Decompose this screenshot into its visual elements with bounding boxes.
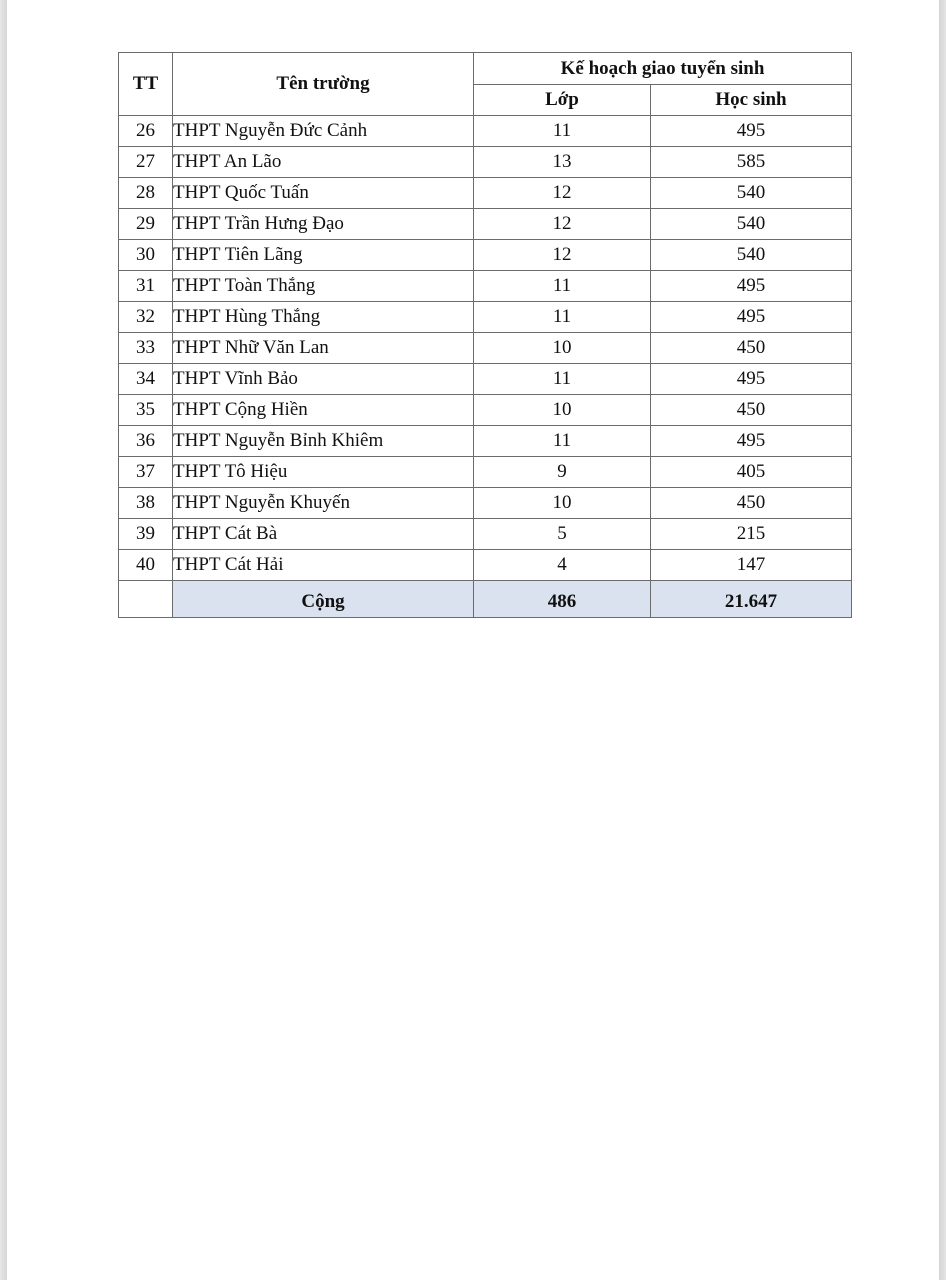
row-tt: 34 [119, 364, 173, 395]
total-row [119, 581, 852, 618]
header-row [119, 53, 852, 85]
row-tt: 28 [119, 178, 173, 209]
row-students: 147 [651, 550, 852, 581]
row-tt: 26 [119, 116, 173, 147]
table-row [119, 271, 852, 302]
row-students: 495 [651, 426, 852, 457]
row-school: THPT Cát Hải [173, 550, 474, 581]
row-classes: 12 [474, 240, 651, 271]
page-edge-left [0, 0, 7, 1280]
row-school: THPT An Lão [173, 147, 474, 178]
total-students: 21.647 [651, 581, 852, 618]
table-row [119, 457, 852, 488]
header-plan-group: Kế hoạch giao tuyển sinh [474, 53, 852, 85]
row-school: THPT Nguyễn Khuyến [173, 488, 474, 519]
row-tt: 29 [119, 209, 173, 240]
table-row [119, 426, 852, 457]
header-students: Học sinh [651, 85, 852, 116]
row-tt: 27 [119, 147, 173, 178]
row-students: 540 [651, 240, 852, 271]
row-tt: 35 [119, 395, 173, 426]
total-classes: 486 [474, 581, 651, 618]
row-tt: 32 [119, 302, 173, 333]
total-tt-blank [119, 581, 173, 618]
row-classes: 11 [474, 302, 651, 333]
page-edge-right [939, 0, 946, 1280]
row-school: THPT Nhữ Văn Lan [173, 333, 474, 364]
row-school: THPT Nguyễn Bỉnh Khiêm [173, 426, 474, 457]
row-students: 540 [651, 209, 852, 240]
row-classes: 11 [474, 426, 651, 457]
row-tt: 36 [119, 426, 173, 457]
row-students: 495 [651, 271, 852, 302]
row-classes: 11 [474, 116, 651, 147]
row-tt: 31 [119, 271, 173, 302]
row-school: THPT Trần Hưng Đạo [173, 209, 474, 240]
row-students: 585 [651, 147, 852, 178]
row-tt: 38 [119, 488, 173, 519]
row-school: THPT Hùng Thắng [173, 302, 474, 333]
row-tt: 33 [119, 333, 173, 364]
row-students: 450 [651, 333, 852, 364]
row-classes: 10 [474, 395, 651, 426]
row-school: THPT Tiên Lãng [173, 240, 474, 271]
row-tt: 39 [119, 519, 173, 550]
row-classes: 11 [474, 271, 651, 302]
row-classes: 4 [474, 550, 651, 581]
row-students: 450 [651, 488, 852, 519]
row-students: 495 [651, 116, 852, 147]
table-row [119, 488, 852, 519]
row-students: 495 [651, 364, 852, 395]
row-school: THPT Quốc Tuấn [173, 178, 474, 209]
row-classes: 13 [474, 147, 651, 178]
row-students: 495 [651, 302, 852, 333]
table-row [119, 550, 852, 581]
table-row [119, 302, 852, 333]
row-students: 215 [651, 519, 852, 550]
row-school: THPT Nguyễn Đức Cảnh [173, 116, 474, 147]
row-classes: 10 [474, 488, 651, 519]
enrollment-plan-table [118, 52, 852, 618]
row-tt: 40 [119, 550, 173, 581]
table-row [119, 147, 852, 178]
table-row [119, 209, 852, 240]
table-row [119, 116, 852, 147]
row-school: THPT Vĩnh Bảo [173, 364, 474, 395]
row-classes: 11 [474, 364, 651, 395]
row-classes: 12 [474, 209, 651, 240]
row-school: THPT Cát Bà [173, 519, 474, 550]
row-school: THPT Cộng Hiền [173, 395, 474, 426]
table-row [119, 178, 852, 209]
row-classes: 9 [474, 457, 651, 488]
table-row [119, 333, 852, 364]
table-row [119, 395, 852, 426]
row-school: THPT Tô Hiệu [173, 457, 474, 488]
total-label: Cộng [173, 581, 474, 618]
row-classes: 10 [474, 333, 651, 364]
table-row [119, 519, 852, 550]
row-classes: 12 [474, 178, 651, 209]
table-row [119, 364, 852, 395]
header-school-name: Tên trường [173, 53, 474, 116]
row-students: 540 [651, 178, 852, 209]
row-tt: 37 [119, 457, 173, 488]
header-classes: Lớp [474, 85, 651, 116]
row-students: 405 [651, 457, 852, 488]
row-classes: 5 [474, 519, 651, 550]
row-tt: 30 [119, 240, 173, 271]
header-tt: TT [119, 53, 173, 116]
table-row [119, 240, 852, 271]
row-school: THPT Toàn Thắng [173, 271, 474, 302]
row-students: 450 [651, 395, 852, 426]
